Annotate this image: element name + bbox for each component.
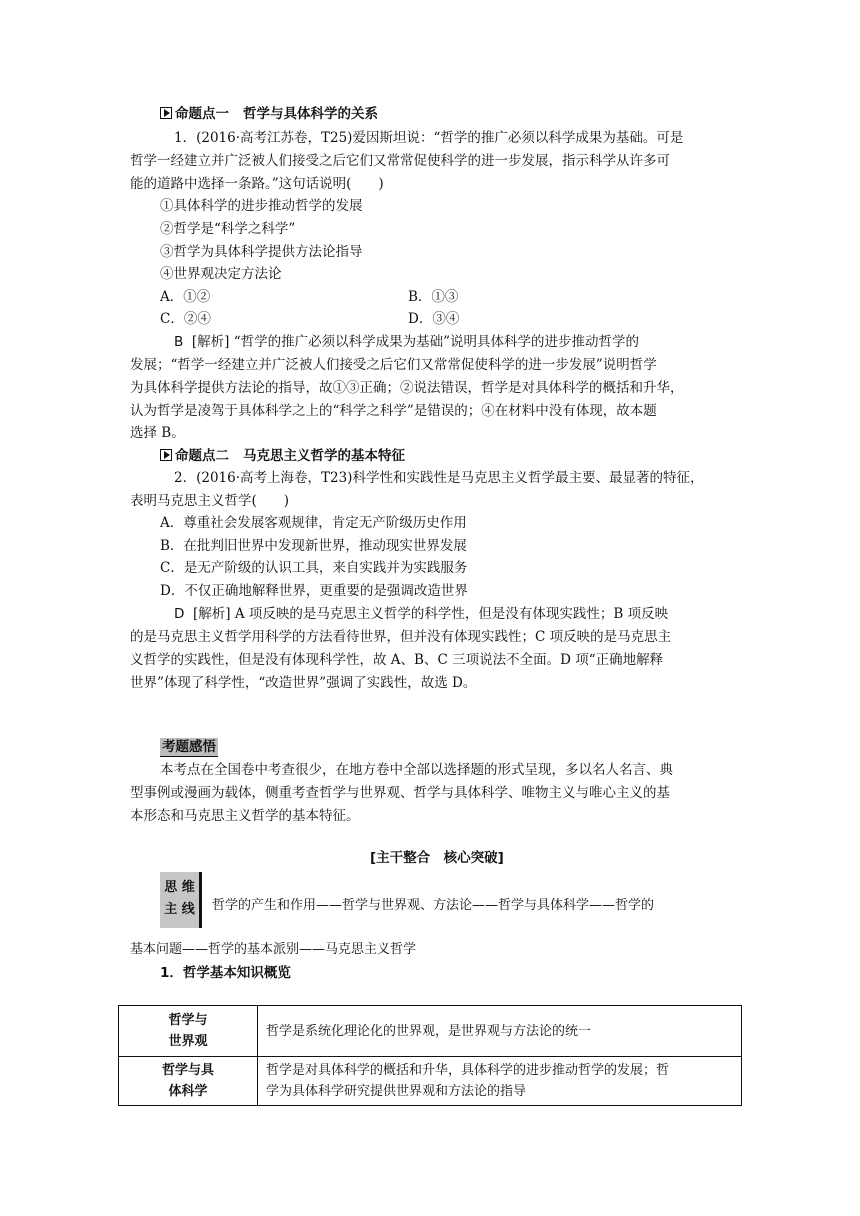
question-2-stem: 2．(2016·高考上海卷，T23)科学性和实践性是马克思主义哲学最主要、最显著的特征， bbox=[174, 470, 704, 486]
thinking-mainline-box bbox=[160, 872, 202, 928]
row-header bbox=[119, 1006, 258, 1057]
row-content bbox=[258, 1006, 742, 1057]
core-heading: [主干整合 核心突破] bbox=[370, 850, 504, 866]
statement-item: ④世界观决定方法论 bbox=[160, 266, 282, 282]
section-title: 马克思主义哲学的基本特征 bbox=[243, 448, 405, 464]
insight-text: 本考点在全国卷中考查很少，在地方卷中全部以选择题的形式呈现，多以名人名言、典 bbox=[160, 762, 673, 778]
option-b: B．①③ bbox=[408, 289, 459, 305]
section-label: 命题点二 bbox=[175, 448, 229, 464]
row-header-line: 哲学与 bbox=[168, 1013, 208, 1028]
row-header-line: 哲学与具 bbox=[161, 1063, 214, 1078]
analysis-tag: [解析] bbox=[191, 334, 230, 350]
row-content-line: 哲学是对具体科学的概括和升华，具体科学的进步推动哲学的发展；哲 bbox=[266, 1063, 670, 1078]
option-d: D．不仅正确地解释世界，更重要的是强调改造世界 bbox=[160, 583, 468, 599]
insight-text-cont: 型事例或漫画为载体，侧重考查哲学与世界观、哲学与具体科学、唯物主义与唯心主义的基 bbox=[130, 785, 670, 801]
statement-item: ③哲学为具体科学提供方法论指导 bbox=[160, 244, 363, 260]
analysis-1-cont: 选择 B。 bbox=[130, 425, 185, 441]
analysis-text: A 项反映的是马克思主义哲学的科学性，但是没有体现实践性；B 项反映 bbox=[234, 606, 669, 622]
statement-item: ①具体科学的进步推动哲学的发展 bbox=[160, 198, 363, 214]
analysis-1-cont: 认为哲学是凌驾于具体科学之上的“科学之科学”是错误的；④在材料中没有体现，故本题 bbox=[130, 403, 657, 419]
option-b: B．在批判旧世界中发现新世界，推动现实世界发展 bbox=[160, 538, 467, 554]
table-row bbox=[119, 1006, 742, 1057]
analysis-2-cont: 义哲学的实践性，但是没有体现科学性，故 A、B、C 三项说法不全面。D 项“正确地解释 bbox=[130, 652, 664, 668]
row-content bbox=[258, 1057, 742, 1106]
table-row bbox=[119, 1057, 742, 1106]
analysis-1-cont: 为具体科学提供方法论的指导，故①③正确；②说法错误，哲学是对具体科学的概括和升华， bbox=[130, 380, 684, 396]
mainline-text-cont: 基本问题——哲学的基本派别——马克思主义哲学 bbox=[130, 942, 417, 957]
subheading: 1．哲学基本知识概览 bbox=[160, 965, 291, 981]
row-header-line: 世界观 bbox=[168, 1034, 208, 1049]
knowledge-table bbox=[118, 1005, 742, 1106]
option-a: A．尊重社会发展客观规律，肯定无产阶级历史作用 bbox=[160, 515, 467, 531]
question-1-stem: 1．(2016·高考江苏卷，T25)爱因斯坦说：“哲学的推广必须以科学成果为基础。可是 bbox=[174, 130, 684, 146]
section-label: 命题点一 bbox=[175, 106, 229, 122]
answer-letter: B bbox=[174, 334, 184, 350]
play-triangle-icon bbox=[160, 107, 172, 119]
section-heading-2 bbox=[160, 446, 405, 466]
option-c: C．②④ bbox=[160, 311, 211, 327]
analysis-2 bbox=[174, 604, 668, 624]
statement-item: ②哲学是“科学之科学” bbox=[160, 221, 296, 237]
analysis-tag: [解析] bbox=[193, 606, 231, 622]
mainline-text: 哲学的产生和作用——哲学与世界观、方法论——哲学与具体科学——哲学的 bbox=[212, 898, 655, 913]
answer-letter: D bbox=[174, 606, 185, 622]
row-header bbox=[119, 1057, 258, 1106]
section-title: 哲学与具体科学的关系 bbox=[243, 106, 378, 122]
option-a: A．①② bbox=[160, 289, 211, 305]
analysis-1-cont: 发展；“哲学一经建立并广泛被人们接受之后它们又常常促使科学的进一步发展”说明哲学 bbox=[130, 357, 657, 373]
section-heading-1 bbox=[160, 104, 378, 124]
insight-tag: 考题感悟 bbox=[162, 739, 216, 755]
question-1-stem-cont: 哲学一经建立并广泛被人们接受之后它们又常常促使科学的进一步发展，指示科学从许多可 bbox=[130, 153, 670, 169]
insight-tag-wrap bbox=[160, 737, 218, 757]
box-label-line: 主 线 bbox=[164, 902, 195, 917]
analysis-2-cont: 世界”体现了科学性，“改造世界”强调了实践性，故选 D。 bbox=[130, 675, 477, 691]
question-2-stem-cont: 表明马克思主义哲学( ) bbox=[130, 493, 290, 509]
insight-text-cont: 本形态和马克思主义哲学的基本特征。 bbox=[130, 808, 360, 824]
option-d: D．③④ bbox=[408, 311, 460, 327]
row-content-line: 学为具体科学研究提供世界观和方法论的指导 bbox=[266, 1084, 527, 1099]
row-header-line: 体科学 bbox=[168, 1084, 208, 1099]
analysis-1 bbox=[174, 332, 639, 352]
analysis-2-cont: 的是马克思主义哲学用科学的方法看待世界，但并没有体现实践性；C 项反映的是马克思主 bbox=[130, 629, 672, 645]
play-triangle-icon bbox=[160, 449, 172, 461]
box-label-line: 思 维 bbox=[164, 880, 195, 895]
row-content-line: 哲学是系统化理论化的世界观，是世界观与方法论的统一 bbox=[266, 1023, 592, 1039]
option-c: C．是无产阶级的认识工具，来自实践并为实践服务 bbox=[160, 560, 468, 576]
analysis-text: “哲学的推广必须以科学成果为基础”说明具体科学的进步推动哲学的 bbox=[233, 334, 640, 350]
question-1-stem-cont: 能的道路中选择一条路。”这句话说明( ) bbox=[130, 176, 384, 192]
